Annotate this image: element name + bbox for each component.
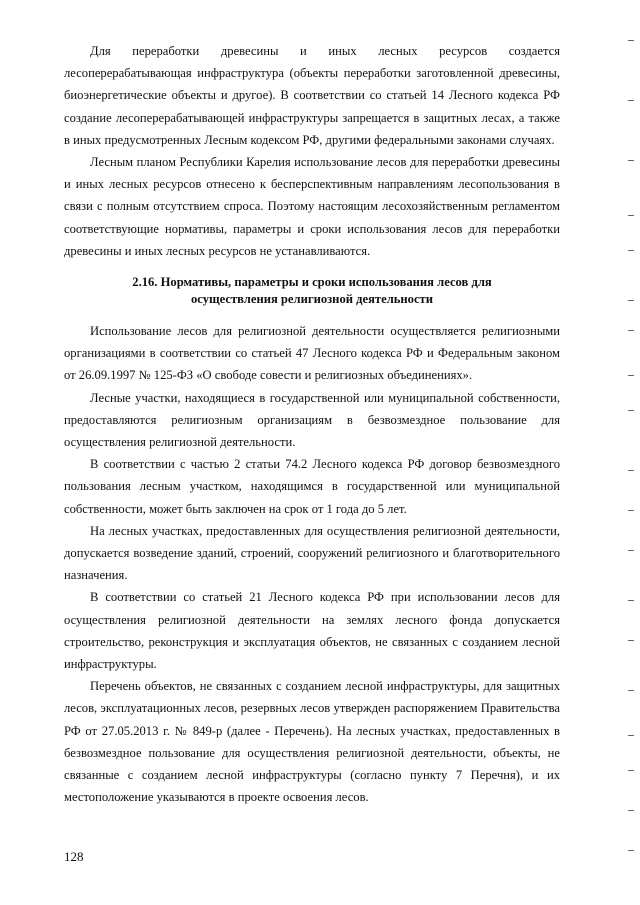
scan-edge-marks bbox=[620, 0, 640, 905]
paragraph-contract-term: В соответствии с частью 2 статьи 74.2 Лесного кодекса РФ договор безвозмездного пользования лесным участком, находящимся в государственной или муниципальной собственности, может быть заключен на срок от 1 года до 5 лет. bbox=[64, 457, 560, 516]
paragraph-forest-plan: Лесным планом Республики Карелия использование лесов для переработки древесины и иных лесных ресурсов отнесено к бесперспективным направлениям лесопользования в связи с полным отсутствием спроса. Поэтому настоящим лесохозяйственным регламентом соответствующие нормативы, параметры и сроки использования лесов для переработки древесины и иных лесных ресурсов не устанавливаются. bbox=[64, 155, 560, 258]
paragraph-religious-use: Использование лесов для религиозной деятельности осуществляется религиозными организациями в соответствии со статьей 47 Лесного кодекса РФ и Федеральным законом от 26.09.1997 № 125-ФЗ «О свободе совести и религиозных объединениях». bbox=[64, 324, 560, 383]
paragraph-article-21: В соответствии со статьей 21 Лесного кодекса РФ при использовании лесов для осуществления религиозной деятельности на землях лесного фонда допускается строительство, реконструкция и эксплуатация объектов, не связанных с созданием лесной инфраструктуры. bbox=[64, 590, 560, 672]
paragraph-object-list: Перечень объектов, не связанных с созданием лесной инфраструктуры, для защитных лесов, эксплуатационных лесов, резервных лесов утвержден распоряжением Правительства РФ от 27.05.2013 г. № 849-р (далее - Перечень). На лесных участках, предоставленных в безвозмездное пользование для осуществления религиозной деятельности, объекты, не связанные с созданием лесной инфраструктуры (согласно пункту 7 Перечня), и их местоположение указываются в проекте освоения лесов. bbox=[64, 679, 560, 805]
paragraph-processing-infrastructure: Для переработки древесины и иных лесных ресурсов создается лесоперерабатывающая инфраструктура (объекты переработки заготовленной древесины, биоэнергетические объекты и другое). В соответствии со статьей 14 Лесного кодекса РФ создание лесоперерабатывающей инфраструктуры запрещается в защитных лесах, а также в иных предусмотренных Лесным кодексом РФ, другими федеральными законами случаях. bbox=[64, 44, 560, 147]
page-number: 128 bbox=[64, 849, 84, 864]
paragraph-buildings: На лесных участках, предоставленных для осуществления религиозной деятельности, допускается возведение зданий, строений, сооружений религиозного и благотворительного назначения. bbox=[64, 523, 560, 583]
section-title: 2.16. Нормативы, параметры и сроки использования лесов для осуществления религиозной деятельности bbox=[132, 275, 492, 307]
paragraph-land-plots: Лесные участки, находящиеся в государственной или муниципальной собственности, предоставляются религиозным организациям в безвозмездное пользование для осуществления религиозной деятельности. bbox=[64, 390, 560, 450]
page-content bbox=[64, 40, 560, 809]
